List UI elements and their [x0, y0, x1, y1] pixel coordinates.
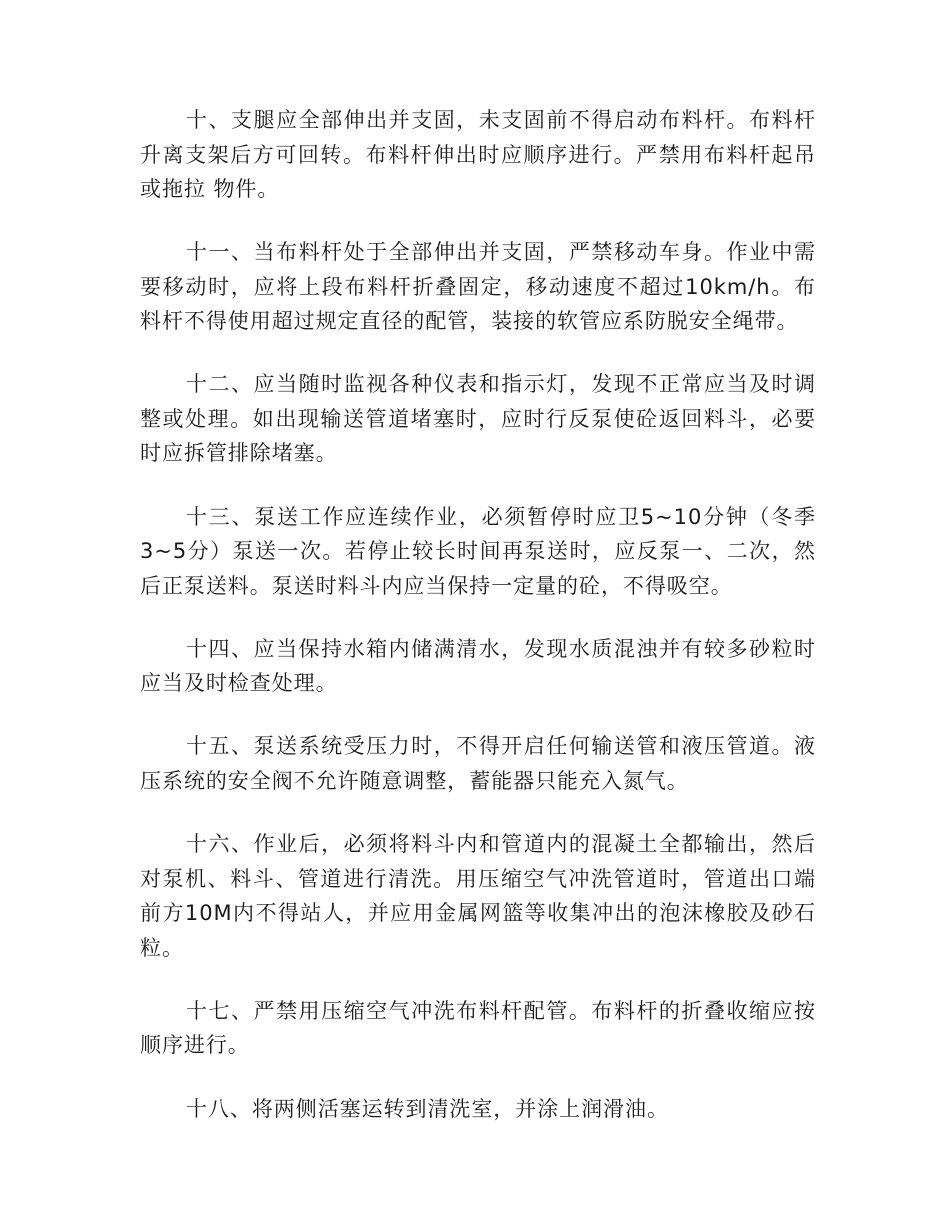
paragraph-11: 十一、当布料杆处于全部伸出并支固，严禁移动车身。作业中需要移动时，应将上段布料杆折叠固定，移动速度不超过10km/h。布料杆不得使用超过规定直径的配管，装接的软管应系防脱安全绳带。: [140, 240, 816, 334]
paragraph-16: 十六、作业后，必须将料斗内和管道内的混凝土全都输出，然后对泵机、料斗、管道进行清洗。用压缩空气冲洗管道时，管道出口端前方10M内不得站人，并应用金属网篮等收集冲出的泡沫橡胶及砂石粒。: [140, 832, 816, 960]
paragraph-12: 十二、应当随时监视各种仪表和指示灯，发现不正常应当及时调整或处理。如出现输送管道堵塞时，应时行反泵使砼返回料斗，必要时应拆管排除堵塞。: [140, 372, 816, 466]
paragraph-13: 十三、泵送工作应连续作业，必须暂停时应卫5~10分钟（冬季3~5分）泵送一次。若停止较长时间再泵送时，应反泵一、二次，然后正泵送料。泵送时料斗内应当保持一定量的砼，不得吸空。: [140, 504, 816, 598]
document-body: [140, 103, 816, 1155]
paragraph-10: 十、支腿应全部伸出并支固，未支固前不得启动布料杆。布料杆升离支架后方可回转。布料杆伸出时应顺序进行。严禁用布料杆起吊或拖拉 物件。: [140, 108, 816, 201]
paragraph-14: 十四、应当保持水箱内储满清水，发现水质混浊并有较多砂粒时应当及时检查处理。: [140, 636, 816, 696]
paragraph-17: 十七、严禁用压缩空气冲洗布料杆配管。布料杆的折叠收缩应按顺序进行。: [140, 998, 816, 1058]
paragraph-15: 十五、泵送系统受压力时，不得开启任何输送管和液压管道。液压系统的安全阀不允许随意调整，蓄能器只能充入氮气。: [140, 734, 816, 793]
paragraph-18: 十八、将两侧活塞运转到清洗室，并涂上润滑油。: [186, 1096, 669, 1121]
